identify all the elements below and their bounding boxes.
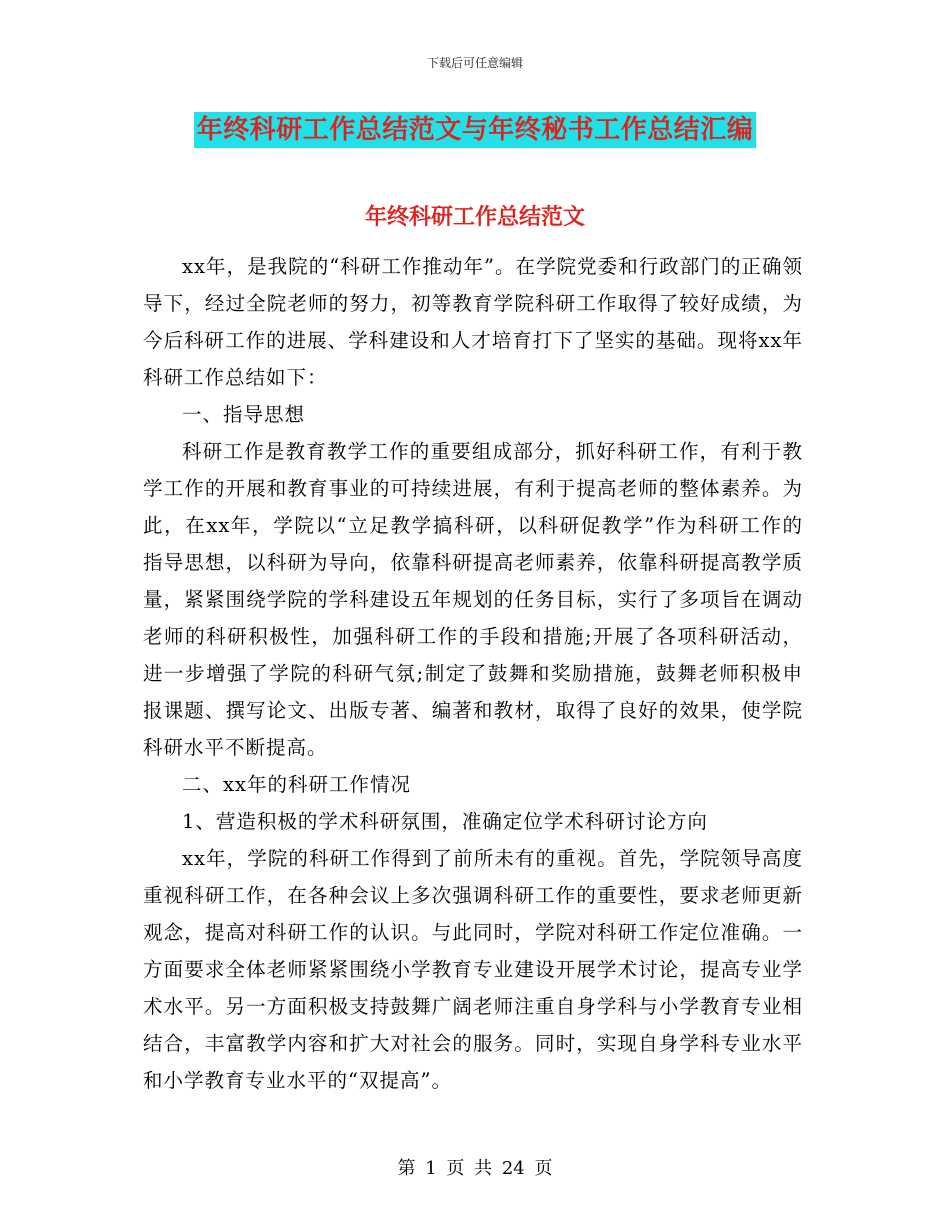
paragraph: 科研工作是教育教学工作的重要组成部分，抓好科研工作，有利于教学工作的开展和教育事业的可持续进展，有利于提高老师的整体素养。为此，在xx年，学院以“立足教学搞科研，以科研促教学”作为科研工作的指导思想，以科研为导向，依靠科研提高老师素养，依靠科研提高教学质量，紧紧围绕学院的学科建设五年规划的任务目标，实行了多项旨在调动老师的科研积极性，加强科研工作的手段和措施;开展了各项科研活动，进一步增强了学院的科研气氛;制定了鼓舞和奖励措施，鼓舞老师积极申报课题、撰写论文、出版专著、编著和教材，取得了良好的效果，使学院科研水平不断提高。	[143, 440, 803, 759]
section-title: 年终科研工作总结范文	[364, 204, 585, 230]
paragraph: 一、指导思想	[182, 403, 306, 426]
paragraph: xx年，学院的科研工作得到了前所未有的重视。首先，学院领导高度重视科研工作，在各种会议上多次强调科研工作的重要性，要求老师更新观念，提高对科研工作的认识。与此同时，学院对科研工作定位准确。一方面要求全体老师紧紧围绕小学教育专业建设开展学术讨论，提高专业学术水平。另一方面积极支持鼓舞广阔老师注重自身学科与小学教育专业相结合，丰富教学内容和扩大对社会的服务。同时，实现自身学科专业水平和小学教育专业水平的“双提高”。	[143, 847, 803, 1092]
page-footer: 第 1 页 共 24 页	[397, 1158, 553, 1179]
document-title-text: 年终科研工作总结范文与年终秘书工作总结汇编	[194, 112, 757, 148]
document-title	[0, 112, 950, 148]
paragraph: 1、营造积极的学术科研氛围，准确定位学术科研讨论方向	[182, 810, 708, 833]
header-note: 下载后可任意编辑	[426, 56, 523, 70]
document-body	[143, 248, 803, 1099]
paragraph: 二、xx年的科研工作情况	[182, 773, 411, 796]
paragraph: xx年，是我院的“科研工作推动年”。在学院党委和行政部门的正确领导下，经过全院老师的努力，初等教育学院科研工作取得了较好成绩，为今后科研工作的进展、学科建设和人才培育打下了坚实的基础。现将xx年科研工作总结如下：	[143, 255, 803, 389]
